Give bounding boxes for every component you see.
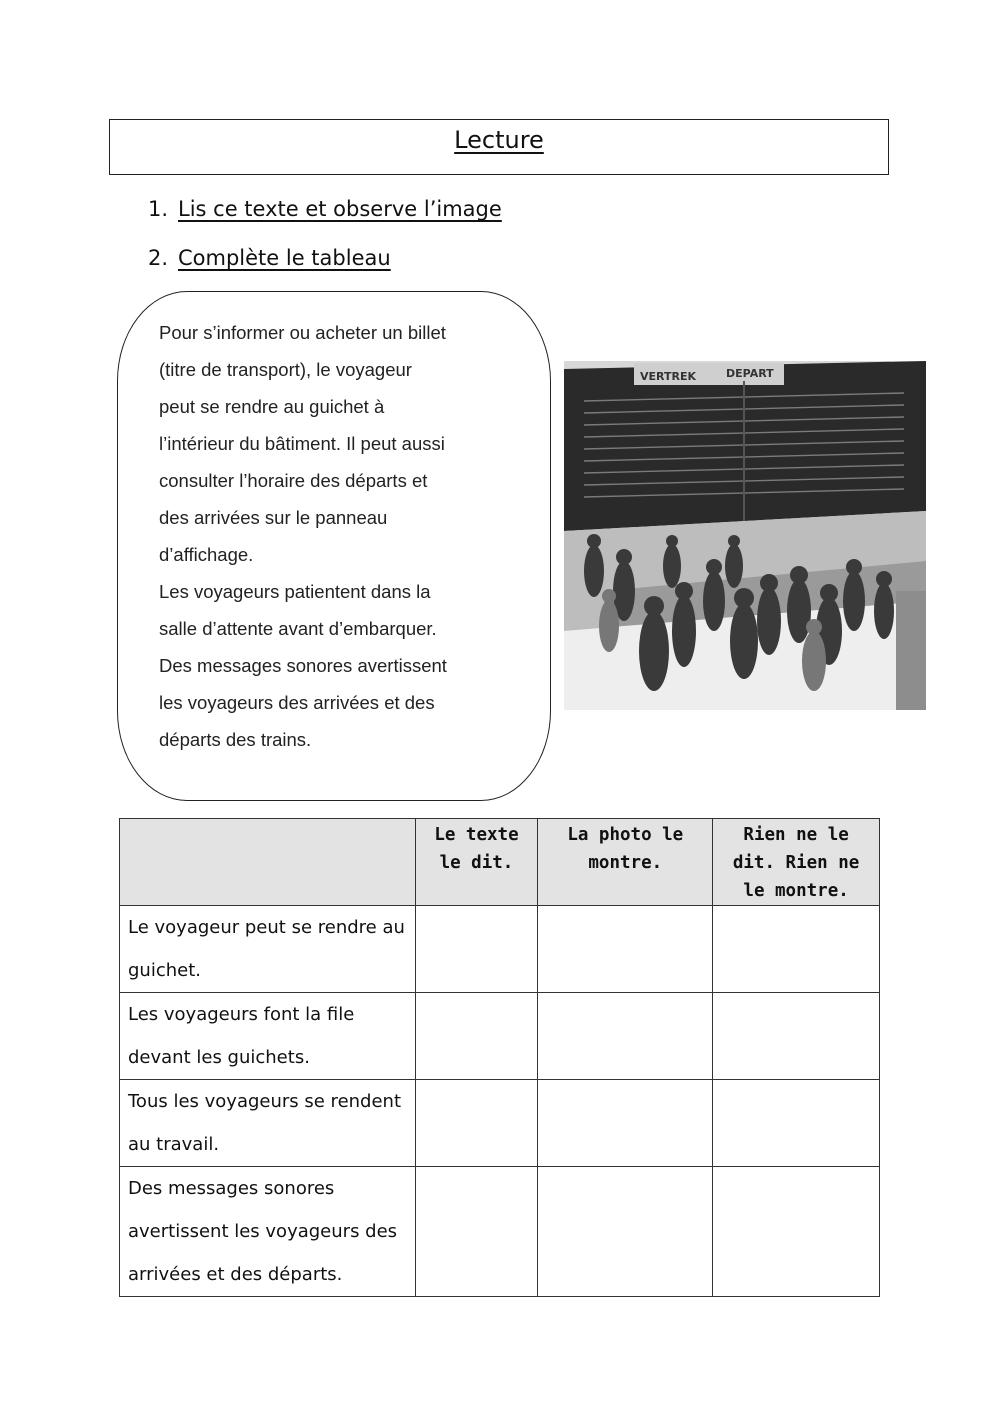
statement-cell: Les voyageurs font la file devant les guichets. — [120, 993, 416, 1080]
reading-line: (titre de transport), le voyageur — [159, 359, 412, 380]
reading-line: Les voyageurs patientent dans la — [159, 581, 431, 602]
reading-line: des arrivées sur le panneau — [159, 507, 388, 528]
instruction-number: 2. — [148, 246, 169, 270]
board-sign-right: DEPART — [726, 367, 774, 380]
reading-line: d’affichage. — [159, 544, 254, 565]
reading-line: consulter l’horaire des départs et — [159, 470, 428, 491]
answer-cell-text[interactable] — [415, 1080, 538, 1167]
reading-line: Des messages sonores avertissent — [159, 655, 447, 676]
answer-cell-photo[interactable] — [538, 1080, 713, 1167]
statement-cell: Le voyageur peut se rendre au guichet. — [120, 906, 416, 993]
instruction-1 — [148, 197, 502, 221]
title-box — [109, 119, 889, 175]
answer-cell-photo[interactable] — [538, 906, 713, 993]
instruction-number: 1. — [148, 197, 169, 221]
reading-line: peut se rendre au guichet à — [159, 396, 385, 417]
table-header-row — [120, 819, 880, 906]
answer-cell-text[interactable] — [415, 906, 538, 993]
statement-cell: Des messages sonores avertissent les voyageurs des arrivées et des départs. — [120, 1167, 416, 1297]
table-header-empty — [120, 819, 416, 906]
answer-cell-nothing[interactable] — [713, 1167, 880, 1297]
table-header-photo-shows: La photo le montre. — [538, 819, 713, 906]
table-header-text-says: Le texte le dit. — [415, 819, 538, 906]
answer-cell-nothing[interactable] — [713, 1080, 880, 1167]
answer-cell-text[interactable] — [415, 993, 538, 1080]
reading-line: l’intérieur du bâtiment. Il peut aussi — [159, 433, 445, 454]
reading-line: salle d’attente avant d’embarquer. — [159, 618, 437, 639]
answer-cell-nothing[interactable] — [713, 906, 880, 993]
answer-cell-text[interactable] — [415, 1167, 538, 1297]
station-photo-illustration — [564, 361, 926, 710]
table-row — [120, 1080, 880, 1167]
reading-text-box — [117, 291, 551, 801]
reading-paragraph — [159, 314, 539, 758]
board-sign-left: VERTREK — [640, 370, 697, 383]
answer-cell-nothing[interactable] — [713, 993, 880, 1080]
instruction-2 — [148, 246, 391, 270]
station-photo — [564, 361, 926, 710]
answer-cell-photo[interactable] — [538, 993, 713, 1080]
page-title: Lecture — [454, 126, 544, 154]
reading-line: les voyageurs des arrivées et des — [159, 692, 435, 713]
instruction-text: Complète le tableau — [178, 246, 391, 270]
statement-cell: Tous les voyageurs se rendent au travail. — [120, 1080, 416, 1167]
answer-cell-photo[interactable] — [538, 1167, 713, 1297]
table-row — [120, 993, 880, 1080]
table-row — [120, 1167, 880, 1297]
reading-line: Pour s’informer ou acheter un billet — [159, 322, 446, 343]
instruction-text: Lis ce texte et observe l’image — [178, 197, 502, 221]
answer-table — [119, 818, 880, 1297]
table-row — [120, 906, 880, 993]
table-header-nothing: Rien ne le dit. Rien ne le montre. — [713, 819, 880, 906]
reading-line: départs des trains. — [159, 729, 312, 750]
